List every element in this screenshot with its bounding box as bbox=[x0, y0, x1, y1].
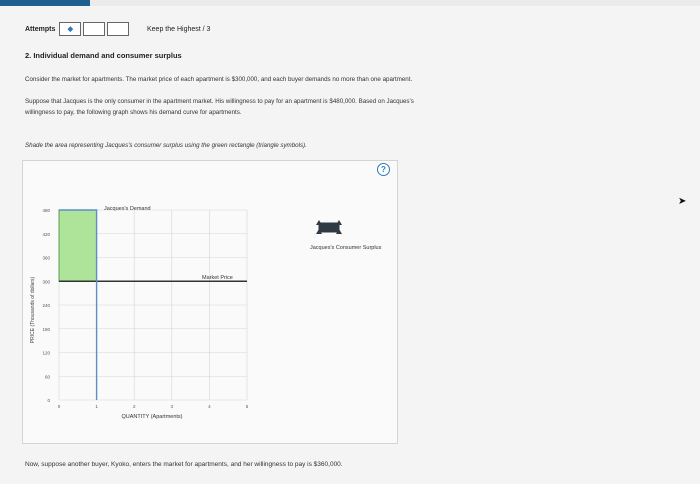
y-tick-label: 60 bbox=[44, 374, 50, 380]
y-tick-label: 240 bbox=[42, 303, 50, 308]
diamond-icon: ◆ bbox=[67, 26, 74, 33]
y-tick-label: 480 bbox=[42, 208, 50, 213]
paragraph-2-line-1: Suppose that Jacques is the only consumer in the apartment market. His willingness to pay for an apartment is $480,000. Based on Jacques's bbox=[25, 98, 414, 105]
question-title: 2. Individual demand and consumer surplus bbox=[25, 51, 182, 60]
help-icon[interactable]: ? bbox=[377, 163, 390, 176]
x-tick-label: 0 bbox=[57, 404, 61, 409]
attempts-label: Attempts bbox=[25, 25, 56, 33]
y-tick-label: 420 bbox=[42, 231, 50, 237]
y-tick-label: 180 bbox=[42, 326, 50, 332]
keep-highest-text: Keep the Highest / 3 bbox=[147, 26, 211, 33]
legend-rectangle-icon bbox=[319, 223, 339, 232]
cursor-arrow-icon: ➤ bbox=[678, 196, 687, 207]
y-tick-label: 300 bbox=[42, 279, 50, 285]
x-tick-label: 1 bbox=[95, 404, 98, 409]
demand-chart bbox=[22, 160, 398, 444]
question-paragraph-1: Consider the market for apartments. The market price of each apartment is $300,000, and each buyer demands no more than one apartment. bbox=[25, 76, 413, 83]
market-price-label: Market Price bbox=[202, 275, 233, 281]
x-tick-label: 5 bbox=[245, 404, 249, 409]
y-tick-label: 120 bbox=[42, 350, 50, 356]
attempts-group bbox=[25, 22, 129, 36]
x-tick-label: 4 bbox=[208, 404, 211, 409]
attempt-3-box[interactable] bbox=[107, 22, 129, 36]
x-tick-label: 3 bbox=[170, 404, 174, 409]
y-tick-label: 360 bbox=[42, 255, 50, 261]
question-paragraph-2 bbox=[25, 96, 545, 118]
instruction-text: Shade the area representing Jacques's consumer surplus using the green rectangle (triangle symbols). bbox=[25, 142, 307, 149]
surplus-legend-label: Jacques's Consumer Surplus bbox=[310, 245, 382, 251]
surplus-area-layer bbox=[59, 210, 97, 281]
paragraph-2-line-2: willingness to pay, the following graph shows his demand curve for apartments. bbox=[25, 109, 242, 116]
bottom-text: Now, suppose another buyer, Kyoko, enters the market for apartments, and her willingness to pay is $360,000. bbox=[25, 461, 343, 468]
x-tick-label: 2 bbox=[132, 404, 136, 409]
consumer-surplus-area bbox=[59, 210, 97, 281]
y-axis-label: PRICE (Thousands of dollars) bbox=[30, 276, 36, 344]
demand-curve-label: Jacques's Demand bbox=[104, 206, 151, 212]
x-axis-label: QUANTITY (Apartments) bbox=[121, 414, 183, 420]
y-tick-label: 0 bbox=[47, 398, 50, 403]
attempt-1-box[interactable] bbox=[59, 22, 81, 36]
attempt-2-box[interactable] bbox=[83, 22, 105, 36]
surplus-legend-tool[interactable] bbox=[316, 220, 342, 234]
